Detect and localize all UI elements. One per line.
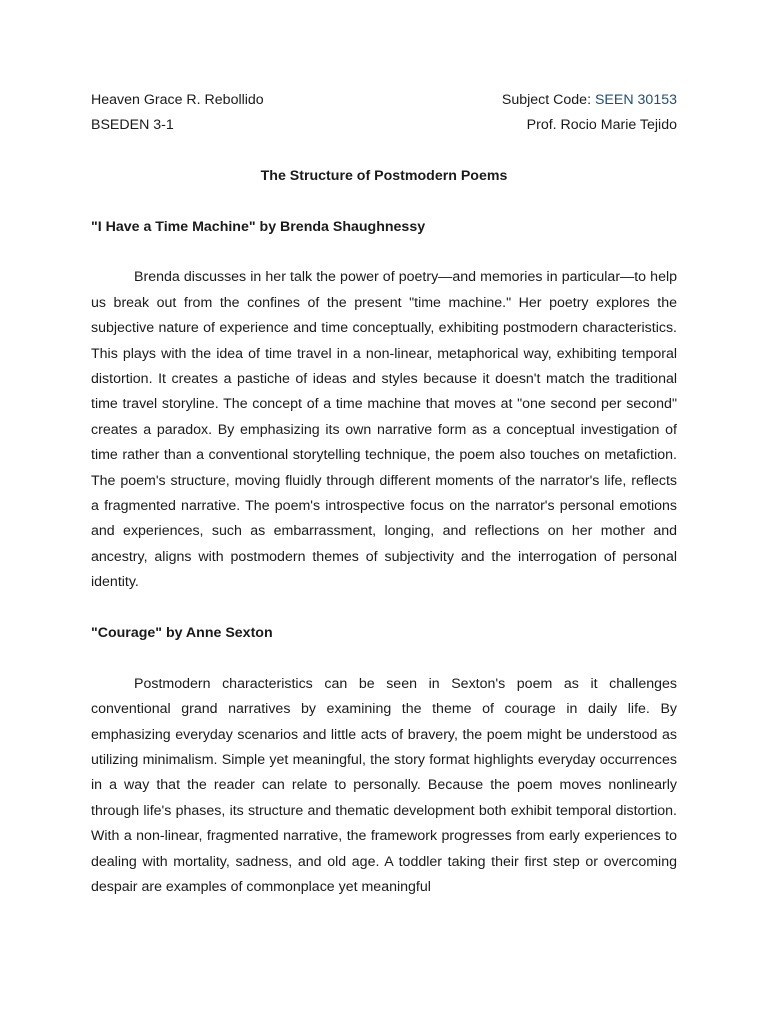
subject-code-label: Subject Code: [501, 92, 595, 108]
section-paragraph-1: Brenda discusses in her talk the power of poetry—and memories in particular—to help us break out from the confines of the present "time machine." Her poetry explores the subjective nature of experience and time conceptually, exhibiting postmodern characteristics. This plays with the idea of time travel in a non-linear, metaphorical way, exhibiting temporal distortion. It creates a pastiche of ideas and styles because it doesn't match the traditional time travel storyline. The concept of a time machine that moves at "one second per second" creates a paradox. By emphasizing its own narrative form as a conceptual investigation of time rather than a conventional storytelling technique, the poem also touches on metafiction. The poem's structure, moving fluidly through different moments of the narrator's life, reflects a fragmented narrative. The poem's introspective focus on the narrator's personal emotions and experiences, such as embarrassment, longing, and reflections on her mother and ancestry, aligns with postmodern themes of subjectivity and the interrogation of personal identity. [91, 269, 677, 591]
document-page [91, 88, 677, 901]
document-title: The Structure of Postmodern Poems [260, 167, 508, 184]
professor: Prof. Rocio Marie Tejido [526, 117, 677, 134]
subject-code [502, 88, 677, 113]
section-heading-1: "I Have a Time Machine" by Brenda Shaughnessy [91, 218, 426, 235]
header-row-2 [91, 113, 677, 138]
section-heading-2: "Courage" by Anne Sexton [91, 625, 273, 642]
section-paragraph-2: Postmodern characteristics can be seen in Sexton's poem as it challenges conventional grand narratives by examining the theme of courage in daily life. By emphasizing everyday scenarios and little acts of bravery, the poem might be understood as utilizing minimalism. Simple yet meaningful, the story format highlights everyday occurrences in a way that the reader can relate to personally. Because the poem moves nonlinearly through life's phases, its structure and thematic development both exhibit temporal distortion. With a non-linear, fragmented narrative, the framework progresses from early experiences to dealing with mortality, sadness, and old age. A toddler taking their first step or overcoming despair are examples of commonplace yet meaningful [91, 675, 677, 896]
subject-code-value: SEEN 30153 [594, 92, 677, 108]
student-name: Heaven Grace R. Rebollido [91, 92, 264, 108]
section: BSEDEN 3-1 [91, 117, 174, 134]
header-row-1 [91, 88, 677, 113]
